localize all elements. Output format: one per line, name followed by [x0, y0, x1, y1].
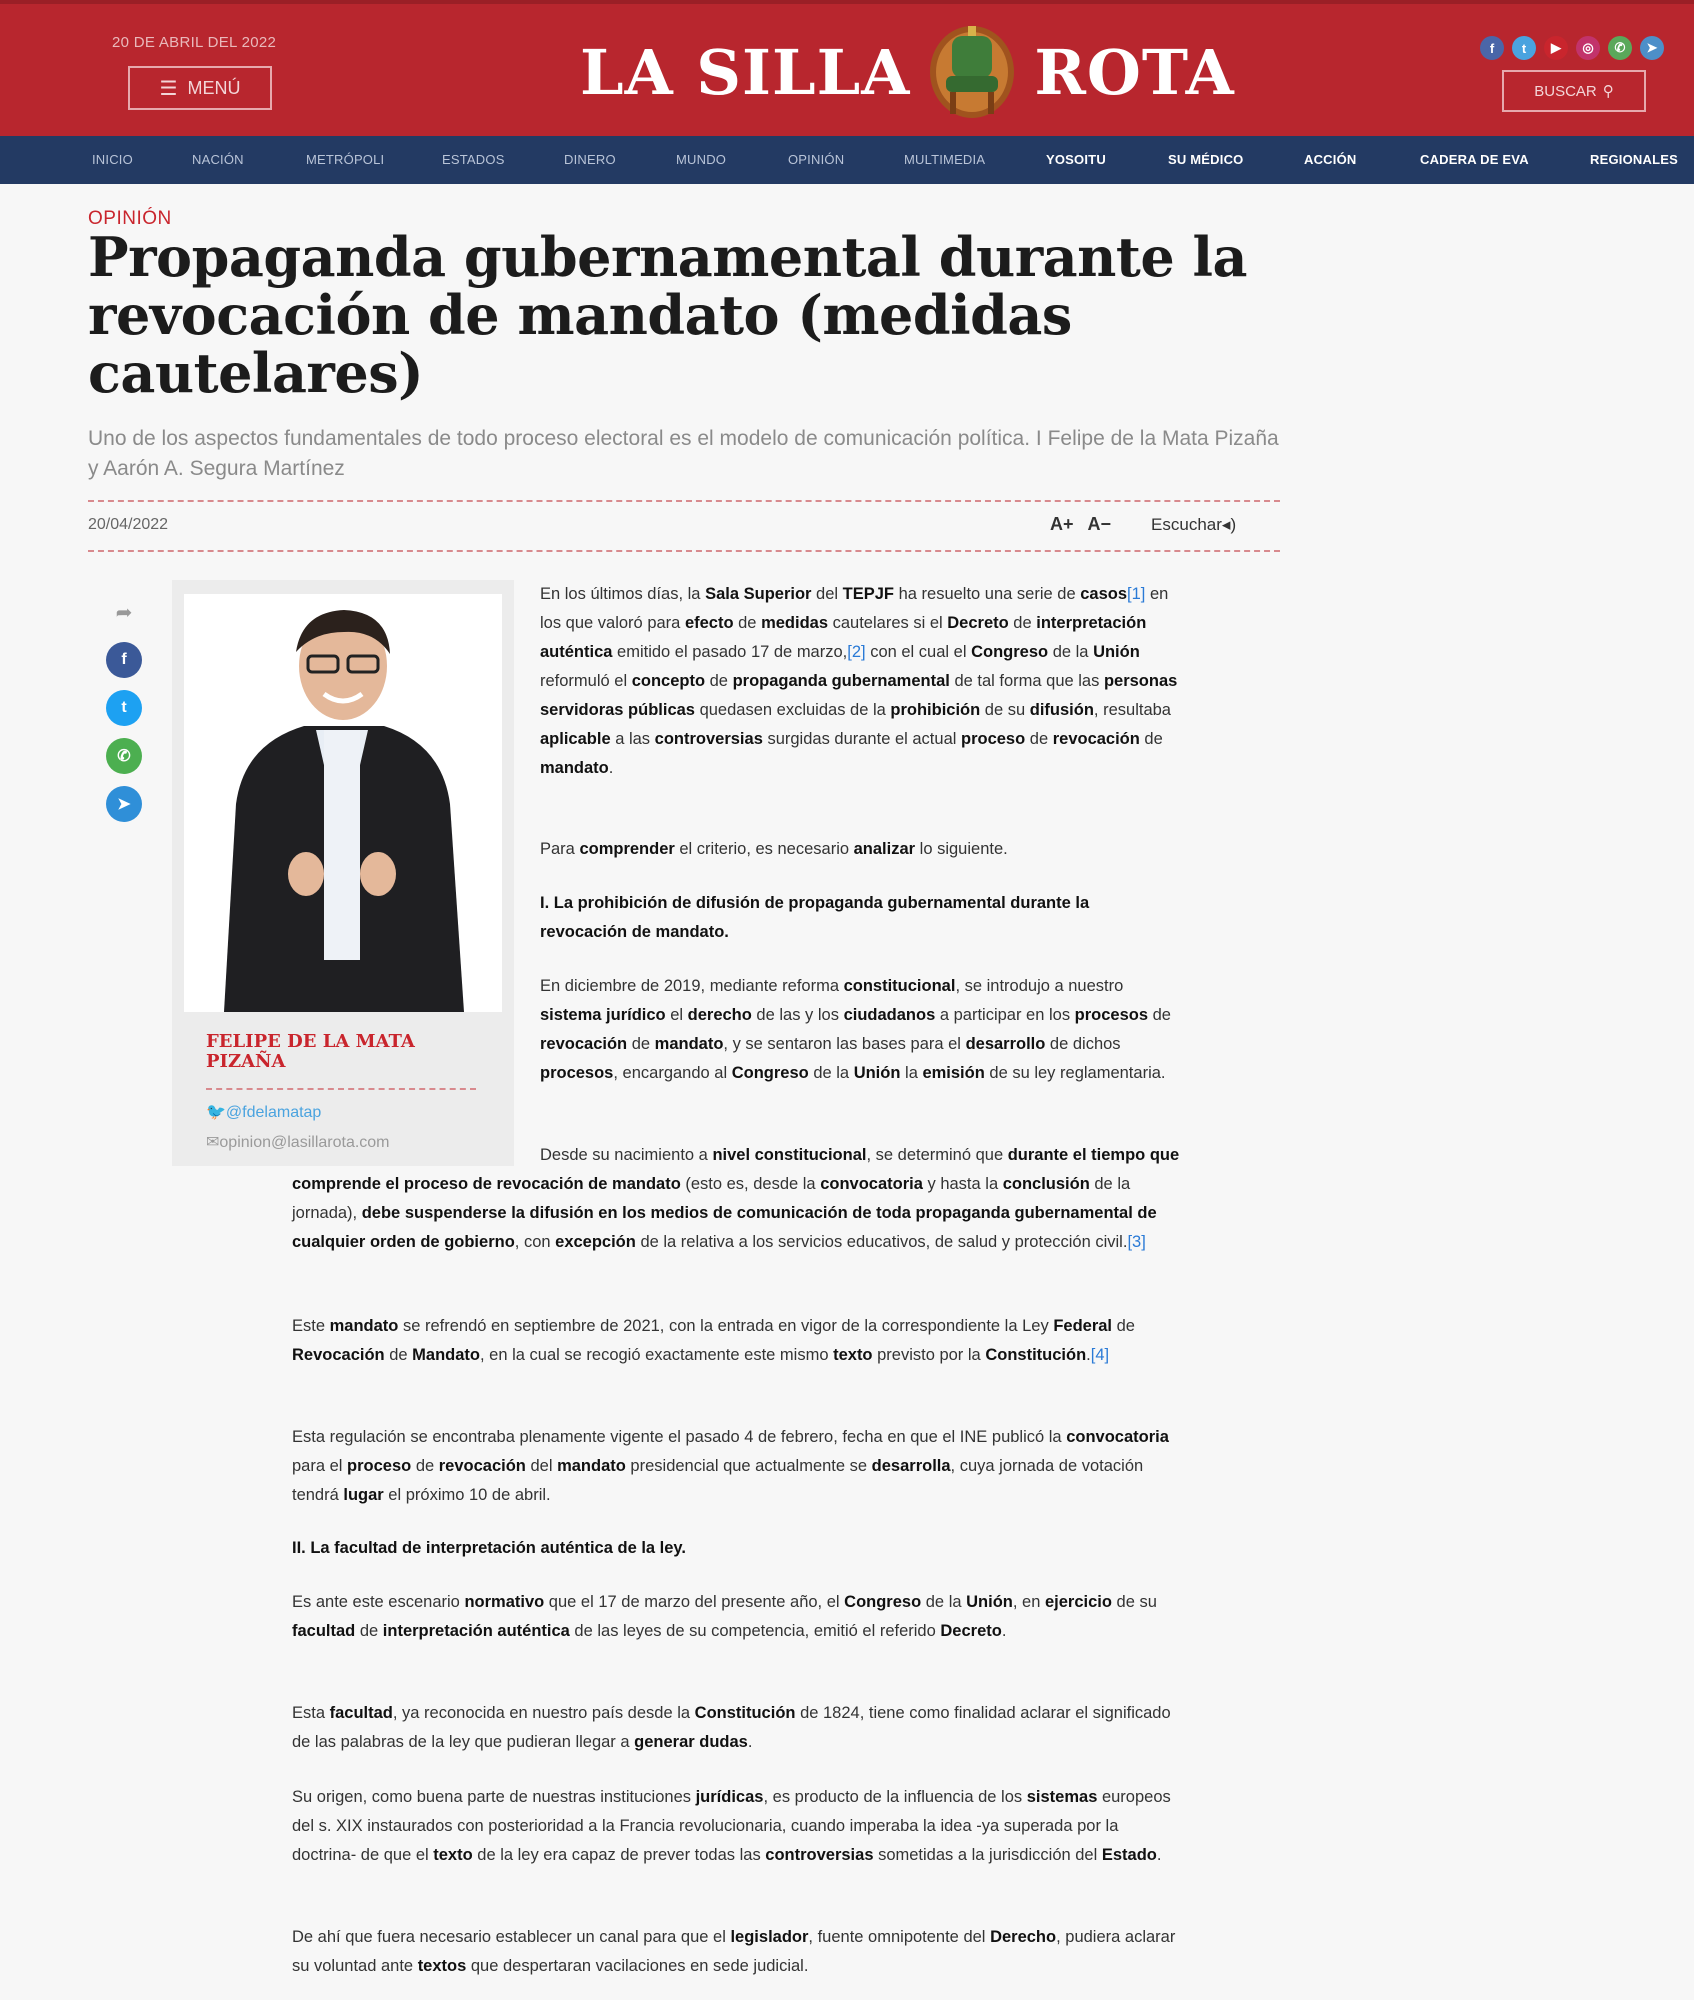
site-logo[interactable] — [580, 22, 1235, 122]
telegram-icon[interactable]: ➤ — [106, 786, 142, 822]
whatsapp-icon[interactable]: ✆ — [1608, 36, 1632, 60]
nav-item-multimedia[interactable]: MULTIMEDIA — [904, 152, 986, 167]
nav-item-metrópoli[interactable]: METRÓPOLI — [306, 152, 385, 167]
youtube-icon[interactable]: ▶ — [1544, 36, 1568, 60]
hamburger-icon: ☰ — [159, 77, 178, 100]
menu-button[interactable] — [128, 66, 272, 110]
divider — [206, 1088, 476, 1090]
nav-item-yosoitu[interactable]: YOSOITU — [1046, 152, 1106, 167]
whatsapp-icon[interactable]: ✆ — [106, 738, 142, 774]
mail-icon: ✉ — [206, 1134, 220, 1151]
listen-button[interactable] — [1151, 515, 1236, 535]
author-email: opinion@lasillarota.com — [219, 1134, 390, 1151]
site-header — [0, 0, 1694, 136]
menu-label: MENÚ — [187, 77, 241, 98]
author-twitter-link[interactable] — [206, 1102, 321, 1122]
nav-item-opinión[interactable]: OPINIÓN — [788, 152, 845, 167]
article-subtitle: Uno de los aspectos fundamentales de todo proceso electoral es el modelo de comunicación política. I Felipe de la Mata Pizaña y Aarón A. Segura Martínez — [88, 427, 1279, 480]
nav-item-inicio[interactable]: INICIO — [92, 152, 133, 167]
author-photo — [184, 594, 502, 1012]
body-heading-1: I. La prohibición de difusión de propaganda gubernamental durante la revocación de mandato. — [540, 894, 1090, 941]
footnote-link-4[interactable]: [4] — [1090, 1346, 1110, 1364]
search-button[interactable] — [1502, 70, 1646, 112]
telegram-icon[interactable]: ➤ — [1640, 36, 1664, 60]
header-social-links — [1480, 36, 1664, 60]
speaker-icon: ◂) — [1221, 514, 1237, 534]
chair-logo-icon — [924, 22, 1020, 122]
body-paragraph-1: En los últimos días, la Sala Superior del TEPJF ha resuelto una serie de casos[1] en los que valoró para efecto de medidas cautelares si el Decreto de interpretación auténtica emitido el pasado 17 de marzo,[2] con el cual el Congreso de la Unión reformuló el concepto de propaganda gubernamental de tal forma que las personas servidoras públicas quedasen excluidas de la prohibición de su difusión, resultaba aplicable a las controversias surgidas durante el actual proceso de revocación de mandato. — [540, 585, 1178, 777]
logo-text-left: LA SILLA — [580, 35, 911, 109]
body-heading-2: II. La facultad de interpretación auténtica de la ley. — [292, 1539, 686, 1557]
facebook-icon[interactable]: f — [106, 642, 142, 678]
main-navigation — [0, 136, 1694, 184]
author-card — [172, 580, 514, 1166]
search-icon: ⚲ — [1602, 83, 1614, 100]
footnote-link-3[interactable]: [3] — [1127, 1233, 1146, 1251]
nav-item-regionales[interactable]: REGIONALES — [1590, 152, 1678, 167]
article-section[interactable]: OPINIÓN — [88, 208, 172, 229]
twitter-icon[interactable]: t — [106, 690, 142, 726]
instagram-icon[interactable]: ◎ — [1576, 36, 1600, 60]
nav-item-estados[interactable]: ESTADOS — [442, 152, 505, 167]
divider — [88, 550, 1280, 552]
footnote-link-2[interactable]: [2] — [847, 643, 866, 661]
author-name[interactable]: FELIPE DE LA MATA PIZAÑA — [206, 1031, 415, 1072]
twitter-icon: 🐦 — [206, 1104, 226, 1121]
body-paragraph-8: Esta facultad, ya reconocida en nuestro país desde la Constitución de 1824, tiene como finalidad aclarar el significado de las palabras de la ley que pudieran llegar a generar dudas. — [292, 1704, 1171, 1751]
body-paragraph-9: Su origen, como buena parte de nuestras instituciones jurídicas, es producto de la influencia de los sistemas europeos del s. XIX instaurados con posterioridad a la Francia revolucionaria, cuando imperaba la idea -ya superada por la doctrina- de que el texto de la ley era capaz de prever todas las controversias sometidas a la jurisdicción del Estado. — [292, 1788, 1171, 1864]
nav-item-nación[interactable]: NACIÓN — [192, 152, 244, 167]
article-tools — [1050, 514, 1236, 535]
facebook-icon[interactable]: f — [1480, 36, 1504, 60]
publish-date: 20/04/2022 — [88, 516, 169, 533]
logo-text-right: ROTA — [1034, 35, 1235, 109]
header-date: 20 DE ABRIL DEL 2022 — [112, 34, 277, 51]
listen-label: Escuchar — [1151, 514, 1222, 534]
nav-item-dinero[interactable]: DINERO — [564, 152, 616, 167]
nav-item-su-médico[interactable]: SU MÉDICO — [1168, 152, 1244, 167]
nav-item-mundo[interactable]: MUNDO — [676, 152, 727, 167]
font-decrease-button[interactable]: A− — [1087, 514, 1112, 534]
body-paragraph-5: Este mandato se refrendó en septiembre de 2021, con la entrada en vigor de la correspondiente la Ley Federal de Revocación de Mandato, en la cual se recogió exactamente este mismo texto previsto por la Constitución.[4] — [292, 1317, 1135, 1364]
article-title: Propaganda gubernamental durante la revocación de mandato (medidas cautelares) — [88, 225, 1248, 405]
body-paragraph-3: En diciembre de 2019, mediante reforma constitucional, se introdujo a nuestro sistema jurídico el derecho de las y los ciudadanos a participar en los procesos de revocación de mandato, y se sentaron las bases para el desarrollo de dichos procesos, encargando al Congreso de la Unión la emisión de su ley reglamentaria. — [540, 977, 1171, 1082]
search-label: BUSCAR — [1534, 82, 1597, 100]
footnote-link-1[interactable]: [1] — [1127, 585, 1146, 603]
divider — [88, 500, 1280, 502]
font-increase-button[interactable]: A+ — [1050, 514, 1074, 534]
body-paragraph-7: Es ante este escenario normativo que el 17 de marzo del presente año, el Congreso de la Unión, en ejercicio de su facultad de interpretación auténtica de las leyes de su competencia, emitió el referido Decreto. — [292, 1593, 1157, 1640]
body-paragraph-10: De ahí que fuera necesario establecer un canal para que el legislador, fuente omnipotente del Derecho, pudiera aclarar su voluntad ante textos que despertaran vacilaciones en sede judicial. — [292, 1928, 1176, 1975]
body-paragraph-6: Esta regulación se encontraba plenamente vigente el pasado 4 de febrero, fecha en que el INE publicó la convocatoria para el proceso de revocación del mandato presidencial que actualmente se desarrolla, cuya jornada de votación tendrá lugar el próximo 10 de abril. — [292, 1428, 1169, 1504]
share-icon[interactable]: ➦ — [115, 602, 133, 624]
author-twitter-handle: @fdelamatap — [225, 1104, 322, 1121]
body-paragraph-2: Para comprender el criterio, es necesario analizar lo siguiente. — [540, 840, 1008, 858]
nav-item-cadera-de-eva[interactable]: CADERA DE EVA — [1420, 152, 1529, 167]
body-paragraph-4: Desde su nacimiento a nivel constitucional, se determinó que durante el tiempo que comprende el proceso de revocación de mandato (esto es, desde la convocatoria y hasta la conclusión de la jornada), debe suspenderse la difusión en los medios de comunicación de toda propaganda gubernamental de cualquier orden de gobierno, con excepción de la relativa a los servicios educativos, de salud y protección civil.[3] — [292, 1146, 1180, 1251]
nav-item-acción[interactable]: ACCIÓN — [1304, 152, 1357, 167]
twitter-icon[interactable]: t — [1512, 36, 1536, 60]
share-bar — [106, 600, 142, 822]
